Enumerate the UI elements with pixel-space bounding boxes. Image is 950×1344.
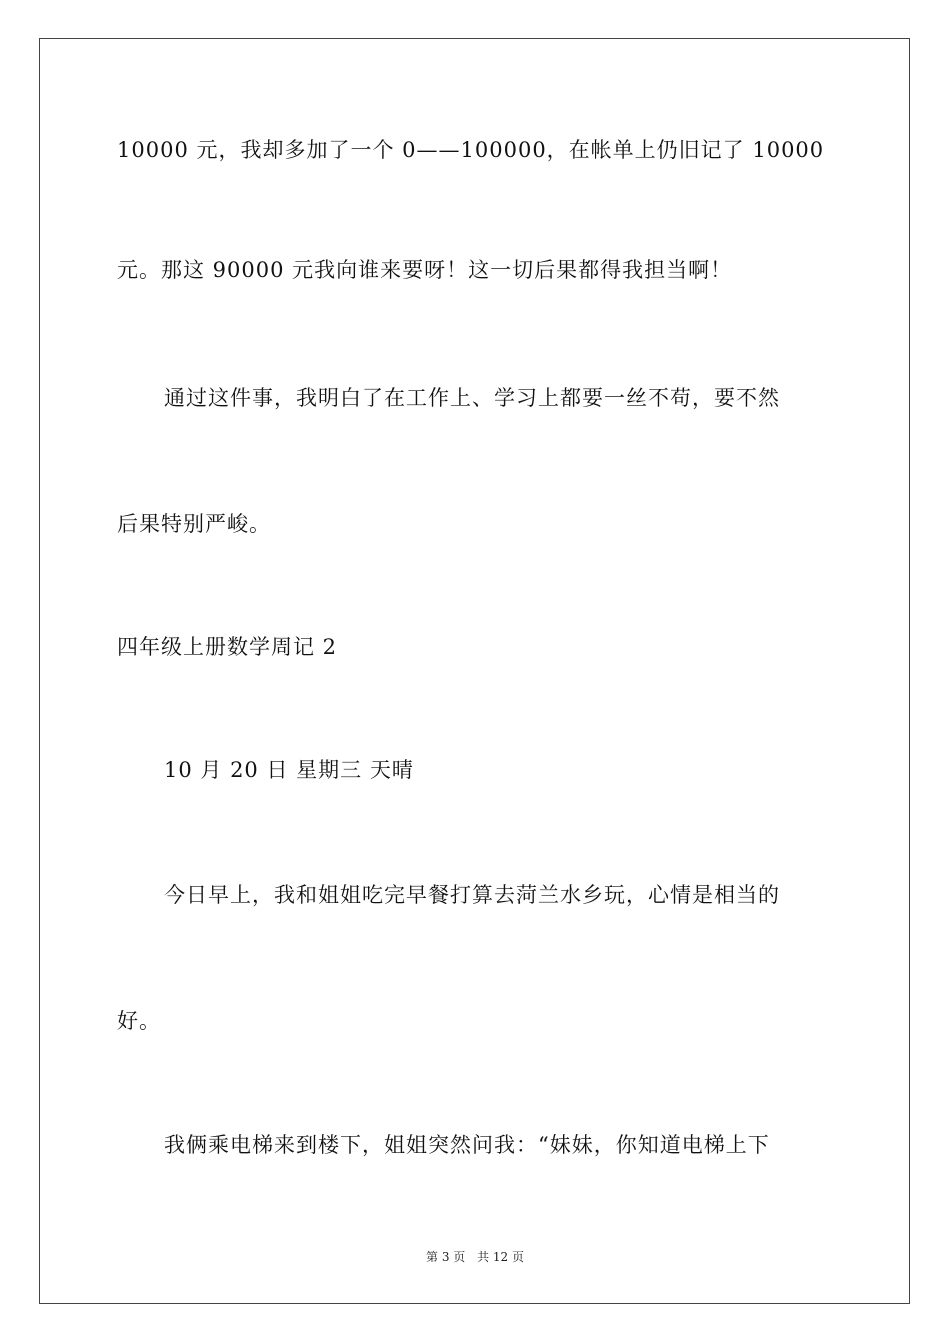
page-footer: [0, 1249, 950, 1265]
paragraph-text-line: 我俩乘电梯来到楼下，姐姐突然问我：“妹妹，你知道电梯上下: [164, 1133, 770, 1157]
paragraph-text-line: 通过这件事，我明白了在工作上、学习上都要一丝不苟，要不然: [164, 386, 780, 410]
body-text-line: 好。: [117, 1009, 161, 1033]
body-text-line: 后果特别严峻。: [117, 512, 271, 536]
body-text-line: 元。那这 90000 元我向谁来要呀！这一切后果都得我担当啊！: [117, 258, 733, 282]
section-heading: 四年级上册数学周记 2: [117, 635, 338, 659]
page-border: [39, 38, 910, 1304]
body-text-line: 10000 元，我却多加了一个 0——100000，在帐单上仍旧记了 10000: [117, 138, 825, 162]
page-number: 第 3 页: [426, 1250, 466, 1264]
paragraph-text-line: 今日早上，我和姐姐吃完早餐打算去菏兰水乡玩，心情是相当的: [164, 883, 780, 907]
page-total: 共 12 页: [477, 1250, 524, 1264]
date-line: 10 月 20 日 星期三 天晴: [164, 758, 414, 782]
